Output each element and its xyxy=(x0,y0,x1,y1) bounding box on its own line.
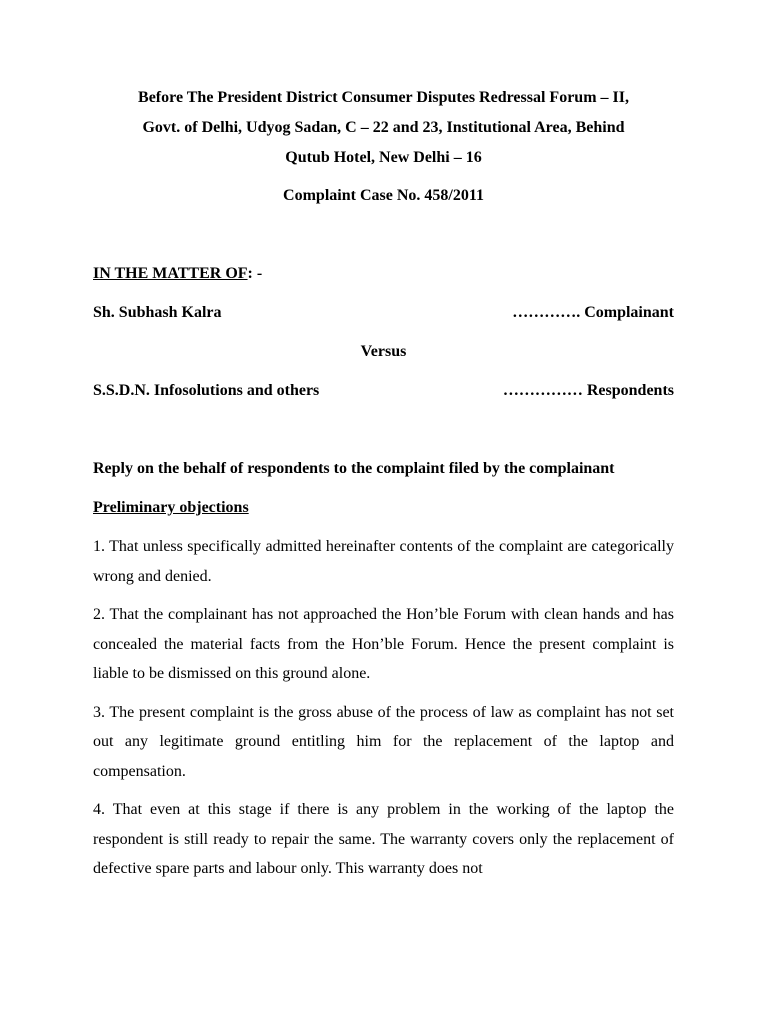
respondent-name: S.S.D.N. Infosolutions and others xyxy=(93,382,320,399)
complainant-role: …………. Complainant xyxy=(512,304,674,321)
complainant-row xyxy=(93,298,674,328)
preliminary-objections-title: Preliminary objections xyxy=(93,499,249,516)
respondent-role: …………… Respondents xyxy=(502,382,674,399)
case-number: Complaint Case No. 458/2011 xyxy=(283,187,484,204)
complainant-name: Sh. Subhash Kalra xyxy=(93,304,222,321)
document-page xyxy=(93,83,674,884)
heading-line-1: Before The President District Consumer Disputes Redressal Forum – II, xyxy=(138,89,629,106)
versus-label: Versus xyxy=(360,343,407,360)
forum-heading xyxy=(93,83,674,173)
heading-line-2: Govt. of Delhi, Udyog Sadan, C – 22 and 23, Institutional Area, Behind xyxy=(142,119,625,136)
paragraph-3: 3. The present complaint is the gross abuse of the process of law as complaint has not set out any legitimate ground entitling him for the replacement of the laptop and compensation. xyxy=(93,703,674,780)
matter-suffix: : - xyxy=(247,265,263,282)
paragraph-2: 2. That the complainant has not approached the Hon’ble Forum with clean hands and has concealed the material facts from the Hon’ble Forum. Hence the present complaint is liable to be dismissed on this ground alone. xyxy=(93,606,674,682)
respondent-row xyxy=(93,376,674,406)
heading-line-3: Qutub Hotel, New Delhi – 16 xyxy=(285,149,482,166)
paragraph-4: 4. That even at this stage if there is any problem in the working of the laptop the respondent is still ready to repair the same. The warranty covers only the replacement of defective spare parts and labour only. This warranty does not xyxy=(93,801,674,877)
reply-title: Reply on the behalf of respondents to the complaint filed by the complainant xyxy=(93,460,615,477)
paragraph-1: 1. That unless specifically admitted hereinafter contents of the complaint are categorically wrong and denied. xyxy=(93,538,674,585)
matter-label: IN THE MATTER OF xyxy=(93,265,248,282)
in-the-matter-of xyxy=(93,259,674,289)
